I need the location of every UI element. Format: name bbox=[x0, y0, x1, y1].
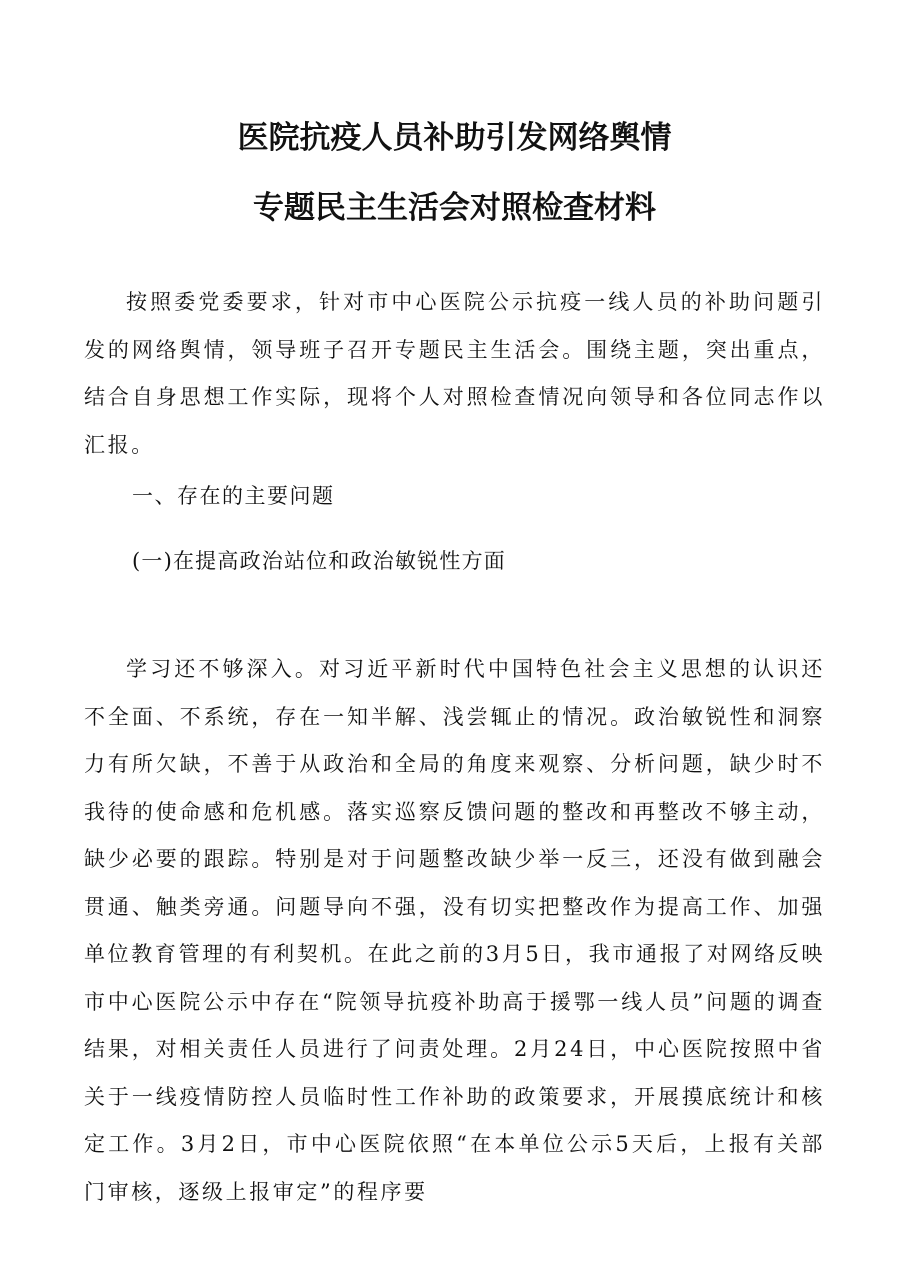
subsection-heading: (一)在提高政治站位和政治敏锐性方面 bbox=[132, 549, 506, 573]
section-heading: 一、存在的主要问题 bbox=[132, 484, 335, 508]
body-paragraph: 学习还不够深入。对习近平新时代中国特色社会主义思想的认识还不全面、不系统，存在一知半解、浅尝辄止的情况。政治敏锐性和洞察力有所欠缺，不善于从政治和全局的角度来观察、分析问题，缺少时不我待的使命感和危机感。落实巡察反馈问题的整改和再整改不够主动，缺少必要的跟踪。特别是对于问题整改缺少举一反三，还没有做到融会贯通、触类旁通。问题导向不强，没有切实把整改作为提高工作、加强单位教育管理的有利契机。在此之前的3月5日，我市通报了对网络反映市中心医院公示中存在“院领导抗疫补助高于援鄂一线人员”问题的调查结果，对相关责任人员进行了问责处理。2月24日，中心医院按照中省关于一线疫情防控人员临时性工作补助的政策要求，开展摸底统计和核定工作。3月2日，市中心医院依照“在本单位公示5天后，上报有关部门审核，逐级上报审定”的程序要 bbox=[84, 657, 825, 1204]
document-title-line-2: 专题民主生活会对照检查材料 bbox=[253, 190, 656, 226]
document-title-line-1: 医院抗疫人员补助引发网络舆情 bbox=[237, 120, 672, 156]
intro-paragraph: 按照委党委要求，针对市中心医院公示抗疫一线人员的补助问题引发的网络舆情，领导班子召开专题民主生活会。围绕主题，突出重点，结合自身思想工作实际，现将个人对照检查情况向领导和各位同志作以汇报。 bbox=[84, 290, 825, 457]
